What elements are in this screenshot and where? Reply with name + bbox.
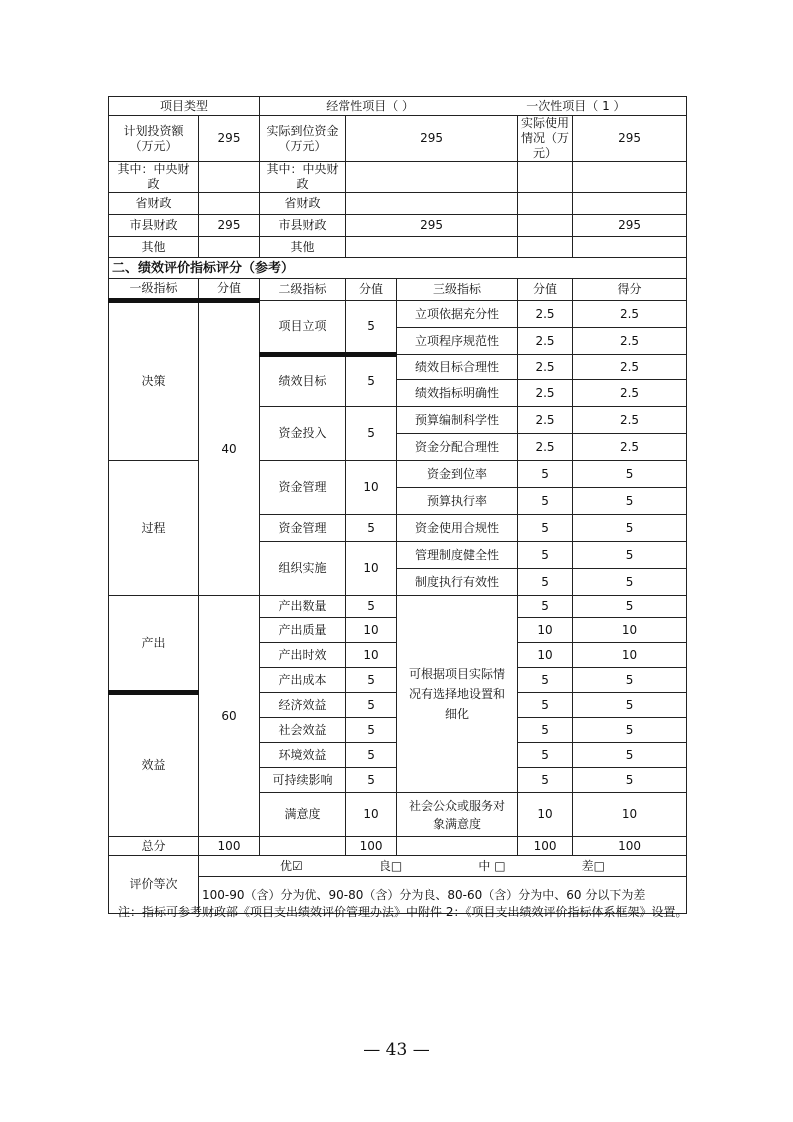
- level3-score: 5: [518, 768, 573, 793]
- provincial-planned-label: 省财政: [109, 193, 199, 215]
- level2-score: 10: [346, 461, 397, 515]
- project-type-label: 项目类型: [109, 97, 260, 116]
- level2-name: 资金管理: [260, 515, 346, 542]
- level3-name: 绩效目标合理性: [397, 355, 518, 380]
- header-score2: 分值: [346, 279, 397, 301]
- level3-score: 5: [518, 596, 573, 618]
- total-blank: [397, 837, 518, 856]
- level3-score: 5: [518, 743, 573, 768]
- section-title-row: [109, 258, 687, 279]
- footnote: 注：指标可参考财政部《项目支出绩效评价管理办法》中附件 2：《项目支出绩效评价指标体系框架》设置。: [118, 905, 688, 919]
- header-obtained: 得分: [573, 279, 687, 301]
- level2-score: 10: [346, 618, 397, 643]
- obtained-score: 5: [573, 668, 687, 693]
- rating-choices: [199, 856, 687, 877]
- level3-score: 5: [518, 542, 573, 569]
- county-planned-value: 295: [199, 215, 260, 237]
- county-actual-label: 市县财政: [260, 215, 346, 237]
- table-row: [109, 461, 687, 488]
- total-blank: [260, 837, 346, 856]
- level2-name: 满意度: [260, 793, 346, 837]
- central-actual-value: [346, 162, 518, 193]
- level3-score: 2.5: [518, 328, 573, 355]
- county-actual-value: 295: [346, 215, 518, 237]
- level3-score: 5: [518, 569, 573, 596]
- header-score3: 分值: [518, 279, 573, 301]
- investment-row: [109, 116, 687, 162]
- level3-score: 10: [518, 618, 573, 643]
- obtained-score: 2.5: [573, 355, 687, 380]
- performance-evaluation-table: [108, 96, 687, 914]
- provincial-fiscal-row: [109, 193, 687, 215]
- other-planned-label: 其他: [109, 237, 199, 258]
- level3-score: 5: [518, 488, 573, 515]
- rating-label: 评价等次: [109, 856, 199, 914]
- level3-score: 2.5: [518, 355, 573, 380]
- level2-score: 5: [346, 355, 397, 407]
- level3-score: 5: [518, 718, 573, 743]
- level2-score: 5: [346, 301, 397, 355]
- level2-score: 5: [346, 693, 397, 718]
- level2-name: 产出数量: [260, 596, 346, 618]
- level3-name: 社会公众或服务对象满意度: [397, 793, 518, 837]
- actual-funding-value: 295: [346, 116, 518, 162]
- central-usage-value: [573, 162, 687, 193]
- obtained-score: 5: [573, 768, 687, 793]
- level2-score: 5: [346, 596, 397, 618]
- level1-output: 产出: [109, 596, 199, 693]
- actual-usage-value: 295: [573, 116, 687, 162]
- obtained-score: 5: [573, 743, 687, 768]
- obtained-score: 10: [573, 643, 687, 668]
- planned-investment-value: 295: [199, 116, 260, 162]
- table-row: [109, 301, 687, 328]
- total-row: [109, 837, 687, 856]
- obtained-score: 5: [573, 718, 687, 743]
- level3-name: 资金使用合规性: [397, 515, 518, 542]
- header-level1: 一级指标: [109, 279, 199, 301]
- level1-benefit: 效益: [109, 693, 199, 837]
- level2-name: 产出质量: [260, 618, 346, 643]
- level3-name: 立项依据充分性: [397, 301, 518, 328]
- level3-score: 2.5: [518, 380, 573, 407]
- total-obtained: 100: [573, 837, 687, 856]
- level3-name: 管理制度健全性: [397, 542, 518, 569]
- level2-name: 产出时效: [260, 643, 346, 668]
- level2-score: 10: [346, 793, 397, 837]
- rating-criteria: 100-90（含）分为优、90-80（含）分为良、80-60（含）分为中、60 分以下为差: [199, 877, 687, 914]
- rating-poor: 差□: [581, 858, 605, 873]
- level2-name: 项目立项: [260, 301, 346, 355]
- actual-funding-label: 实际到位资金（万元）: [260, 116, 346, 162]
- project-type-regular: 经常性项目（ ）: [326, 98, 415, 113]
- obtained-score: 5: [573, 569, 687, 596]
- level1-score-60: 60: [199, 596, 260, 837]
- header-level2: 二级指标: [260, 279, 346, 301]
- level3-score: 2.5: [518, 407, 573, 434]
- level2-score: 5: [346, 743, 397, 768]
- table-row: [109, 596, 687, 618]
- actual-usage-label: 实际使用情况（万元）: [518, 116, 573, 162]
- level2-score: 5: [346, 768, 397, 793]
- obtained-score: 5: [573, 693, 687, 718]
- rating-good: 良□: [378, 858, 403, 873]
- header-level3: 三级指标: [397, 279, 518, 301]
- header-score1: 分值: [199, 279, 260, 301]
- level3-score: 5: [518, 668, 573, 693]
- level3-score: 2.5: [518, 301, 573, 328]
- total-label: 总分: [109, 837, 199, 856]
- level3-name: 预算编制科学性: [397, 407, 518, 434]
- level3-score: 5: [518, 461, 573, 488]
- provincial-actual-label: 省财政: [260, 193, 346, 215]
- level3-name: 预算执行率: [397, 488, 518, 515]
- central-actual-label: 其中：中央财政: [260, 162, 346, 193]
- other-planned-value: [199, 237, 260, 258]
- level2-score: 5: [346, 718, 397, 743]
- obtained-score: 2.5: [573, 434, 687, 461]
- central-fiscal-row: [109, 162, 687, 193]
- level3-name: 立项程序规范性: [397, 328, 518, 355]
- section-title: 二、绩效评价指标评分（参考）: [109, 258, 687, 279]
- level3-score: 5: [518, 693, 573, 718]
- level2-name: 环境效益: [260, 743, 346, 768]
- level2-name: 产出成本: [260, 668, 346, 693]
- header-row: [109, 279, 687, 301]
- level3-score: 5: [518, 515, 573, 542]
- level3-name: 制度执行有效性: [397, 569, 518, 596]
- level2-name: 可持续影响: [260, 768, 346, 793]
- provincial-actual-value: [346, 193, 518, 215]
- level3-name: 资金分配合理性: [397, 434, 518, 461]
- central-planned-value: [199, 162, 260, 193]
- obtained-score: 10: [573, 618, 687, 643]
- level2-name: 资金投入: [260, 407, 346, 461]
- obtained-score: 2.5: [573, 301, 687, 328]
- rating-row: [109, 856, 687, 877]
- obtained-score: 2.5: [573, 380, 687, 407]
- county-planned-label: 市县财政: [109, 215, 199, 237]
- provincial-usage-value: [573, 193, 687, 215]
- total-score1: 100: [199, 837, 260, 856]
- county-fiscal-row: [109, 215, 687, 237]
- other-usage-value: [573, 237, 687, 258]
- provincial-planned-value: [199, 193, 260, 215]
- level1-process: 过程: [109, 461, 199, 596]
- level2-score: 5: [346, 407, 397, 461]
- level2-score: 5: [346, 515, 397, 542]
- obtained-score: 5: [573, 461, 687, 488]
- obtained-score: 5: [573, 515, 687, 542]
- other-actual-value: [346, 237, 518, 258]
- obtained-score: 5: [573, 596, 687, 618]
- county-usage-blank: [518, 215, 573, 237]
- total-score3: 100: [518, 837, 573, 856]
- obtained-score: 2.5: [573, 407, 687, 434]
- level1-score-40: 40: [199, 301, 260, 596]
- rating-medium: 中 □: [478, 858, 506, 873]
- planned-investment-label: 计划投资额（万元）: [109, 116, 199, 162]
- obtained-score: 2.5: [573, 328, 687, 355]
- level2-score: 10: [346, 542, 397, 596]
- total-score2: 100: [346, 837, 397, 856]
- project-type-options: [260, 97, 687, 116]
- rating-excellent: 优☑: [280, 858, 303, 873]
- central-planned-label: 其中：中央财政: [109, 162, 199, 193]
- project-type-row: [109, 97, 687, 116]
- level3-name: 绩效指标明确性: [397, 380, 518, 407]
- level3-name: 资金到位率: [397, 461, 518, 488]
- level2-name: 经济效益: [260, 693, 346, 718]
- other-fiscal-row: [109, 237, 687, 258]
- level3-score: 2.5: [518, 434, 573, 461]
- level2-name: 资金管理: [260, 461, 346, 515]
- level3-score: 10: [518, 643, 573, 668]
- other-usage-blank: [518, 237, 573, 258]
- level2-score: 10: [346, 643, 397, 668]
- level2-name: 组织实施: [260, 542, 346, 596]
- county-usage-value: 295: [573, 215, 687, 237]
- level2-name: 社会效益: [260, 718, 346, 743]
- obtained-score: 5: [573, 542, 687, 569]
- project-type-onetime: 一次性项目（ 1 ）: [526, 98, 626, 113]
- page-number: — 43 —: [363, 1040, 430, 1060]
- obtained-score: 5: [573, 488, 687, 515]
- other-actual-label: 其他: [260, 237, 346, 258]
- provincial-usage-blank: [518, 193, 573, 215]
- central-usage-blank: [518, 162, 573, 193]
- level2-name: 绩效目标: [260, 355, 346, 407]
- obtained-score: 10: [573, 793, 687, 837]
- level2-score: 5: [346, 668, 397, 693]
- level3-score: 10: [518, 793, 573, 837]
- level1-decision: 决策: [109, 301, 199, 461]
- level3-merged-note: 可根据项目实际情况有选择地设置和细化: [397, 596, 518, 793]
